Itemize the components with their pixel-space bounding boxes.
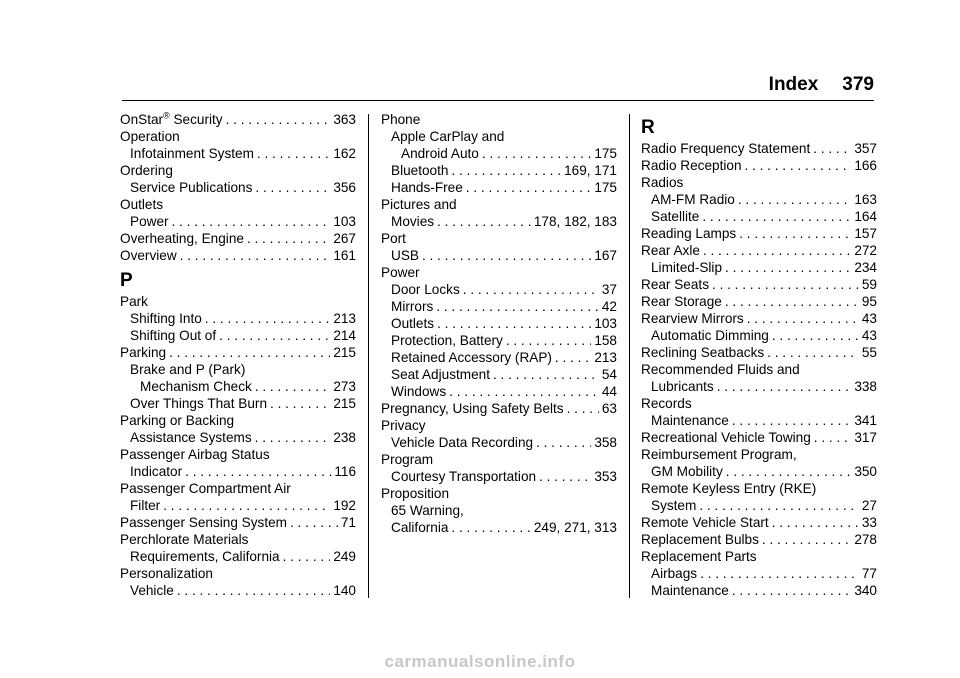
index-subentry — [120, 378, 356, 395]
page-reference: 192 — [333, 498, 356, 513]
dot-leader — [732, 412, 851, 429]
dot-leader — [436, 298, 599, 315]
entry-label: Protection, Battery — [391, 333, 503, 348]
index-subentry — [381, 162, 617, 179]
dot-leader — [539, 468, 591, 485]
page-reference: 249 — [333, 549, 356, 564]
page-reference: 234 — [854, 260, 877, 275]
page-reference: 175 — [594, 146, 617, 161]
index-subentry — [381, 315, 617, 332]
entry-label: Records — [641, 396, 692, 411]
page-reference: 42 — [601, 299, 617, 314]
index-subentry — [120, 361, 356, 378]
entry-label-text: OnStar — [120, 112, 164, 127]
page-reference: 164 — [854, 209, 877, 224]
index-entry — [120, 128, 356, 145]
index-entry — [120, 111, 356, 128]
dot-leader — [451, 519, 530, 536]
index-subentry — [381, 179, 617, 196]
page-reference: 158 — [594, 333, 617, 348]
dot-leader — [257, 145, 330, 162]
index-subentry — [381, 281, 617, 298]
index-subentry — [641, 378, 877, 395]
page-reference: 178, 182, 183 — [533, 214, 617, 229]
index-subentry — [641, 463, 877, 480]
entry-label: Airbags — [651, 566, 698, 581]
dot-leader — [700, 565, 859, 582]
index-subentry — [120, 145, 356, 162]
index-subentry — [381, 468, 617, 485]
entry-label: Bluetooth — [391, 163, 449, 178]
entry-label: Overheating, Engine — [120, 231, 244, 246]
dot-leader — [185, 463, 331, 480]
entry-label: Radios — [641, 175, 684, 190]
index-letter-heading: P — [120, 270, 133, 291]
index-subentry — [381, 247, 617, 264]
page-reference: 358 — [594, 435, 617, 450]
dot-leader — [219, 327, 330, 344]
entry-label: 65 Warning, — [391, 503, 464, 518]
page-number: 379 — [842, 74, 874, 95]
entry-label: Satellite — [651, 209, 700, 224]
entry-label: Service Publications — [130, 180, 253, 195]
page-reference: 43 — [861, 328, 877, 343]
index-entry — [381, 485, 617, 502]
entry-label: Movies — [391, 214, 435, 229]
index-entry — [641, 225, 877, 242]
entry-label: Personalization — [120, 566, 213, 581]
entry-label: Reading Lamps — [641, 226, 737, 241]
index-subentry — [381, 434, 617, 451]
page-reference: 175 — [594, 180, 617, 195]
page-reference: 272 — [854, 243, 877, 258]
entry-label: Radio Frequency Statement — [641, 141, 811, 156]
page-reference: 215 — [333, 345, 356, 360]
page-reference: 213 — [594, 350, 617, 365]
entry-label-text: Security — [169, 112, 223, 127]
index-entry — [641, 344, 877, 361]
dot-leader — [506, 332, 591, 349]
index-entry — [381, 417, 617, 434]
entry-label: Power — [381, 265, 420, 280]
index-entry — [120, 344, 356, 361]
entry-label: Mechanism Check — [140, 379, 252, 394]
page-reference: 63 — [601, 401, 617, 416]
entry-label: Rearview Mirrors — [641, 311, 744, 326]
index-subentry — [381, 519, 617, 536]
dot-leader — [466, 179, 592, 196]
entry-label: Maintenance — [651, 583, 729, 598]
dot-leader — [772, 327, 859, 344]
index-entry — [641, 446, 877, 463]
entry-label: Windows — [391, 384, 447, 399]
index-subentry — [120, 429, 356, 446]
entry-label: Door Locks — [391, 282, 460, 297]
page-reference: 353 — [594, 469, 617, 484]
dot-leader — [463, 281, 599, 298]
entry-label: Mirrors — [391, 299, 434, 314]
entry-label: Rear Seats — [641, 277, 710, 292]
entry-label — [120, 111, 223, 128]
index-entry — [641, 361, 877, 378]
page-reference: 214 — [333, 328, 356, 343]
entry-label: Rear Storage — [641, 294, 722, 309]
page-reference: 350 — [854, 464, 877, 479]
index-subentry — [120, 310, 356, 327]
page-reference: 71 — [340, 515, 356, 530]
entry-label: Pregnancy, Using Safety Belts — [381, 401, 564, 416]
entry-label: Shifting Into — [130, 311, 202, 326]
entry-label: Replacement Parts — [641, 549, 757, 564]
dot-leader — [726, 463, 852, 480]
entry-label: Passenger Compartment Air — [120, 481, 291, 496]
dot-leader — [493, 366, 599, 383]
entry-label: Vehicle Data Recording — [391, 435, 534, 450]
entry-label: Phone — [381, 112, 421, 127]
dot-leader — [738, 191, 851, 208]
index-entry — [381, 400, 617, 417]
index-subentry — [641, 259, 877, 276]
watermark: carmanualsonline.info — [384, 652, 576, 671]
index-entry — [120, 480, 356, 497]
index-entry — [120, 247, 356, 264]
page-reference: 161 — [333, 248, 356, 263]
index-subentry — [381, 145, 617, 162]
page-reference: 43 — [861, 311, 877, 326]
entry-label: Requirements, California — [130, 549, 280, 564]
index-subentry — [641, 208, 877, 225]
page-reference: 340 — [854, 583, 877, 598]
entry-label: California — [391, 520, 449, 535]
entry-label: Program — [381, 452, 434, 467]
index-subentry — [641, 565, 877, 582]
index-entry — [381, 451, 617, 468]
entry-label: Automatic Dimming — [651, 328, 769, 343]
dot-leader — [290, 514, 338, 531]
index-subentry — [120, 548, 356, 565]
entry-label: Power — [130, 214, 169, 229]
page-reference: 44 — [601, 384, 617, 399]
dot-leader — [247, 230, 330, 247]
index-entry — [641, 310, 877, 327]
dot-leader — [283, 548, 331, 565]
index-entry — [641, 174, 877, 191]
dot-leader — [712, 276, 859, 293]
index-subentry — [641, 412, 877, 429]
index-subentry — [120, 395, 356, 412]
index-column-3 — [641, 111, 877, 599]
index-subentry — [641, 191, 877, 208]
page-reference: 213 — [333, 311, 356, 326]
entry-label: Replacement Bulbs — [641, 532, 759, 547]
page-reference: 157 — [854, 226, 877, 241]
dot-leader — [732, 582, 851, 599]
dot-leader — [180, 247, 331, 264]
index-entry — [120, 196, 356, 213]
index-entry — [641, 140, 877, 157]
dot-leader — [772, 514, 859, 531]
dot-leader — [814, 429, 852, 446]
entry-label: Park — [120, 294, 148, 309]
dot-leader — [169, 344, 330, 361]
index-subentry — [120, 497, 356, 514]
index-entry — [381, 111, 617, 128]
column-divider — [629, 114, 630, 598]
dot-leader — [762, 531, 851, 548]
page-reference: 77 — [861, 566, 877, 581]
registered-mark: ® — [163, 110, 170, 121]
index-entry — [381, 196, 617, 213]
index-subentry — [381, 383, 617, 400]
dot-leader — [482, 145, 591, 162]
dot-leader — [270, 395, 330, 412]
dot-leader — [767, 344, 859, 361]
index-entry — [641, 531, 877, 548]
index-letter-heading: R — [641, 117, 655, 138]
index-column-1 — [120, 111, 356, 599]
entry-label: GM Mobility — [651, 464, 723, 479]
index-subentry — [120, 213, 356, 230]
page-reference: 357 — [854, 141, 877, 156]
dot-leader — [717, 378, 852, 395]
page-reference: 59 — [861, 277, 877, 292]
page-reference: 278 — [854, 532, 877, 547]
entry-label: Rear Axle — [641, 243, 700, 258]
page-reference: 95 — [861, 294, 877, 309]
page-reference: 317 — [854, 430, 877, 445]
index-entry — [641, 395, 877, 412]
entry-label: Brake and P (Park) — [130, 362, 246, 377]
index-entry — [120, 230, 356, 247]
entry-label: Perchlorate Materials — [120, 532, 249, 547]
entry-label: Recommended Fluids and — [641, 362, 800, 377]
entry-label: Assistance Systems — [130, 430, 252, 445]
entry-label: Parking or Backing — [120, 413, 235, 428]
page-reference: 249, 271, 313 — [533, 520, 617, 535]
dot-leader — [567, 400, 599, 417]
index-subentry — [120, 327, 356, 344]
entry-label: Ordering — [120, 163, 173, 178]
dot-leader — [739, 225, 851, 242]
dot-leader — [437, 213, 531, 230]
index-subentry — [381, 366, 617, 383]
page-reference: 341 — [854, 413, 877, 428]
entry-label: Reimbursement Program, — [641, 447, 797, 462]
entry-label: Apple CarPlay and — [391, 129, 505, 144]
entry-label: AM-FM Radio — [651, 192, 735, 207]
entry-label: Shifting Out of — [130, 328, 217, 343]
page-reference: 169, 171 — [564, 163, 617, 178]
entry-label: Hands-Free — [391, 180, 463, 195]
page-reference: 55 — [861, 345, 877, 360]
dot-leader — [172, 213, 331, 230]
entry-label: Retained Accessory (RAP) — [391, 350, 552, 365]
page-reference: 215 — [333, 396, 356, 411]
entry-label: Proposition — [381, 486, 450, 501]
entry-label: Pictures and — [381, 197, 457, 212]
dot-leader — [555, 349, 591, 366]
page-reference: 103 — [594, 316, 617, 331]
dot-leader — [255, 429, 331, 446]
index-entry — [381, 230, 617, 247]
index-entry — [641, 293, 877, 310]
dot-leader — [745, 157, 852, 174]
entry-label: Privacy — [381, 418, 426, 433]
header-divider — [122, 100, 874, 101]
index-entry — [120, 446, 356, 463]
index-subentry — [381, 332, 617, 349]
index-subentry — [381, 349, 617, 366]
dot-leader — [255, 179, 330, 196]
index-entry — [120, 162, 356, 179]
dot-leader — [725, 293, 859, 310]
entry-label: Remote Vehicle Start — [641, 515, 769, 530]
page-reference: 167 — [594, 248, 617, 263]
entry-label: Seat Adjustment — [391, 367, 490, 382]
page-reference: 140 — [333, 583, 356, 598]
page-header — [769, 74, 874, 96]
entry-label: Android Auto — [401, 146, 479, 161]
page-reference: 54 — [601, 367, 617, 382]
page-reference: 338 — [854, 379, 877, 394]
index-entry — [120, 293, 356, 310]
index-entry — [120, 514, 356, 531]
page-reference: 103 — [333, 214, 356, 229]
entry-label: System — [651, 498, 697, 513]
page-reference: 162 — [333, 146, 356, 161]
dot-leader — [725, 259, 851, 276]
section-title: Index — [768, 74, 819, 95]
entry-label: Limited-Slip — [651, 260, 723, 275]
entry-label: Over Things That Burn — [130, 396, 268, 411]
dot-leader — [226, 111, 331, 128]
index-column-2 — [381, 111, 617, 536]
dot-leader — [703, 242, 851, 259]
index-entry — [641, 548, 877, 565]
page-reference: 163 — [854, 192, 877, 207]
dot-leader — [437, 315, 591, 332]
index-entry — [641, 429, 877, 446]
index-entry — [641, 276, 877, 293]
index-subentry — [641, 497, 877, 514]
page-reference: 363 — [333, 112, 356, 127]
entry-label: Vehicle — [130, 583, 174, 598]
entry-label: Remote Keyless Entry (RKE) — [641, 481, 817, 496]
entry-label: Operation — [120, 129, 180, 144]
index-entry — [641, 242, 877, 259]
index-subentry — [381, 213, 617, 230]
entry-label: Reclining Seatbacks — [641, 345, 765, 360]
index-subentry — [641, 582, 877, 599]
dot-leader — [813, 140, 851, 157]
index-subentry — [381, 128, 617, 145]
dot-leader — [699, 497, 859, 514]
entry-label: Maintenance — [651, 413, 729, 428]
page-reference: 27 — [861, 498, 877, 513]
entry-label: USB — [391, 248, 419, 263]
index-subentry — [381, 298, 617, 315]
index-subentry — [120, 463, 356, 480]
index-entry — [641, 514, 877, 531]
page-reference: 166 — [854, 158, 877, 173]
dot-leader — [451, 162, 561, 179]
dot-leader — [449, 383, 599, 400]
dot-leader — [747, 310, 859, 327]
index-entry — [641, 480, 877, 497]
page-reference: 267 — [333, 231, 356, 246]
dot-leader — [205, 310, 331, 327]
entry-label: Passenger Airbag Status — [120, 447, 270, 462]
entry-label: Outlets — [120, 197, 164, 212]
index-entry — [120, 412, 356, 429]
entry-label: Outlets — [391, 316, 435, 331]
entry-label: Passenger Sensing System — [120, 515, 287, 530]
page-reference: 273 — [333, 379, 356, 394]
entry-label: Courtesy Transportation — [391, 469, 537, 484]
index-subentry — [120, 179, 356, 196]
page-reference: 33 — [861, 515, 877, 530]
dot-leader — [702, 208, 851, 225]
entry-label: Lubricants — [651, 379, 714, 394]
entry-label: Filter — [130, 498, 161, 513]
index-entry — [641, 157, 877, 174]
page-reference: 356 — [333, 180, 356, 195]
dot-leader — [163, 497, 330, 514]
entry-label: Recreational Vehicle Towing — [641, 430, 811, 445]
entry-label: Overview — [120, 248, 177, 263]
entry-label: Infotainment System — [130, 146, 254, 161]
entry-label: Port — [381, 231, 406, 246]
dot-leader — [422, 247, 591, 264]
index-subentry — [120, 582, 356, 599]
index-subentry — [381, 502, 617, 519]
index-entry — [381, 264, 617, 281]
index-entry — [120, 531, 356, 548]
dot-leader — [536, 434, 591, 451]
page-reference: 37 — [601, 282, 617, 297]
entry-label: Radio Reception — [641, 158, 742, 173]
dot-leader — [255, 378, 331, 395]
page-reference: 238 — [333, 430, 356, 445]
entry-label: Parking — [120, 345, 167, 360]
index-entry — [120, 565, 356, 582]
column-divider — [368, 114, 369, 598]
page-reference: 116 — [334, 464, 356, 479]
entry-label: Indicator — [130, 464, 183, 479]
dot-leader — [177, 582, 330, 599]
index-subentry — [641, 327, 877, 344]
